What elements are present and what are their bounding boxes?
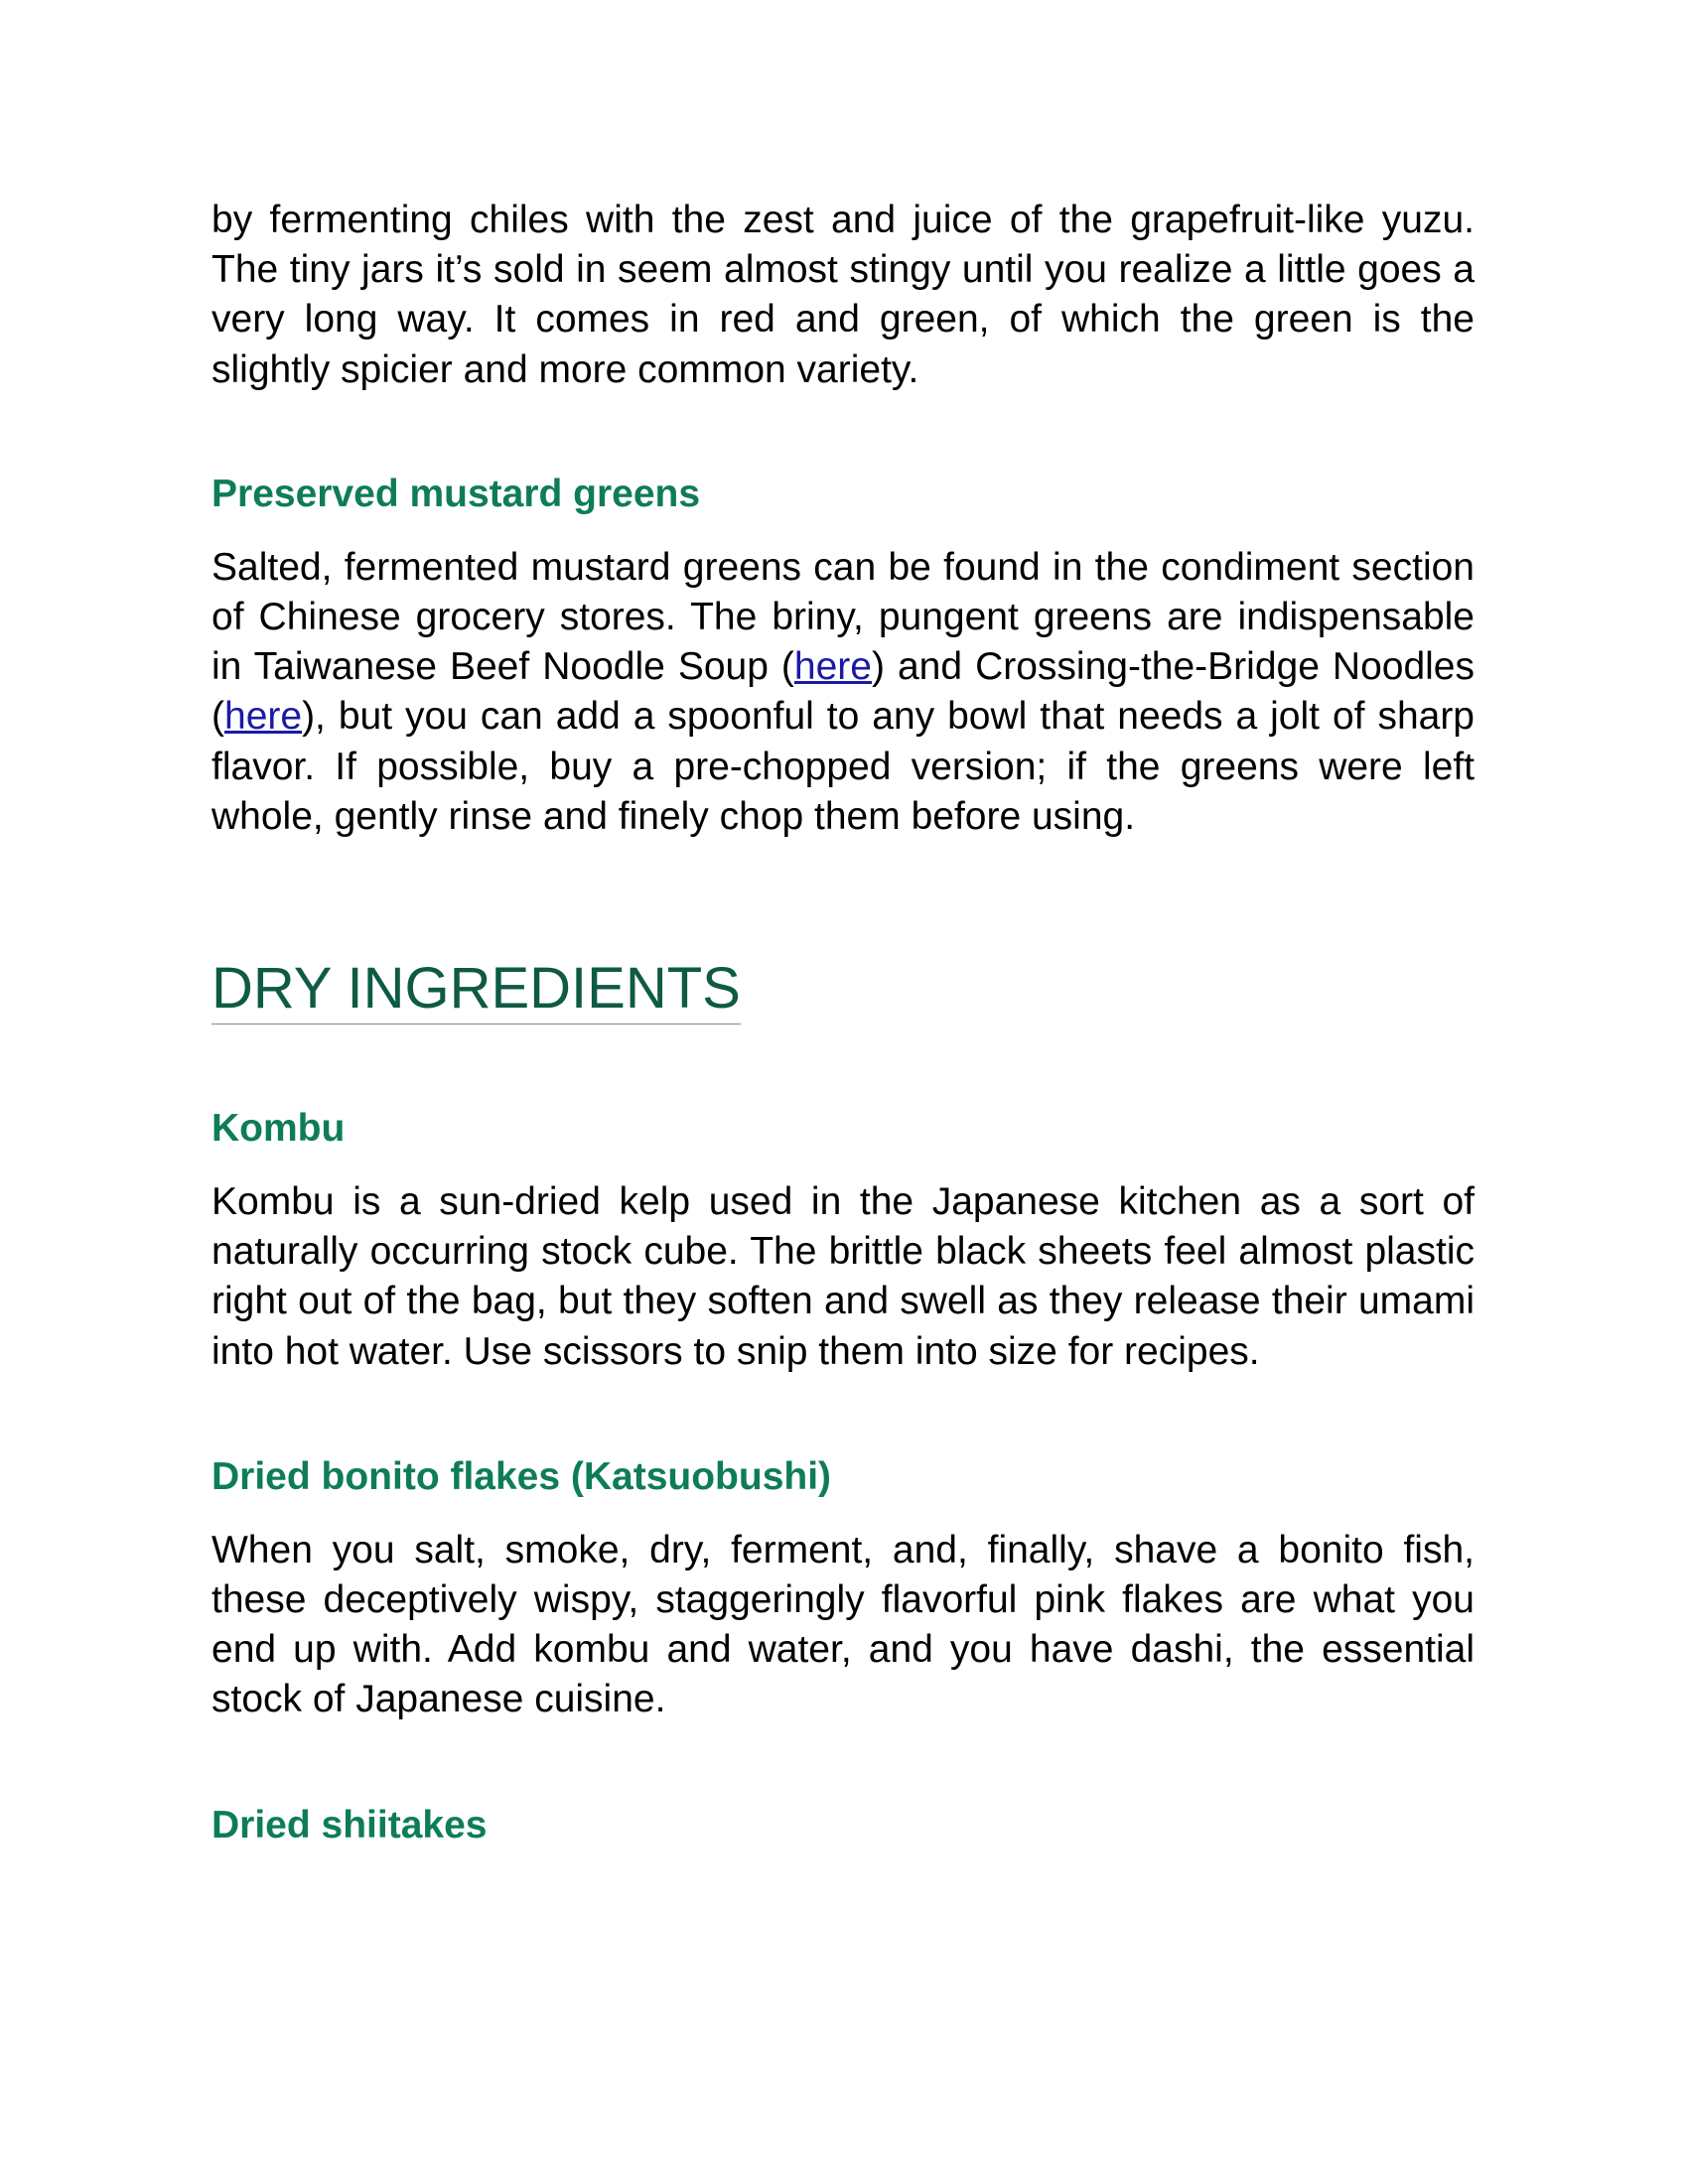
preserved-mustard-greens-paragraph <box>211 543 1475 842</box>
crossing-the-bridge-noodles-link[interactable]: here <box>224 695 303 739</box>
document-page <box>211 196 1475 1850</box>
mustard-text-part-3: ), but you can add a spoonful to any bowl that needs a jolt of sharp flavor. If possible, buy a pre-chopped version; if the greens were left whole, gently rinse and finely chop them before using. <box>211 695 1475 838</box>
dried-shiitakes-heading: Dried shiitakes <box>211 1803 488 1846</box>
kombu-paragraph: Kombu is a sun-dried kelp used in the Japanese kitchen as a sort of naturally occurring stock cube. The brittle black sheets feel almost plastic right out of the bag, but they soften and swell as they release their umami into hot water. Use scissors to snip them into size for recipes. <box>211 1180 1475 1373</box>
dried-bonito-flakes-paragraph: When you salt, smoke, dry, ferment, and, finally, shave a bonito fish, these deceptively wispy, staggeringly flavorful pink flakes are what you end up with. Add kombu and water, and you have dashi, the essential stock of Japanese cuisine. <box>211 1528 1475 1721</box>
preserved-mustard-greens-heading: Preserved mustard greens <box>211 472 701 515</box>
beef-noodle-soup-link[interactable]: here <box>793 645 872 689</box>
intro-paragraph: by fermenting chiles with the zest and juice of the grapefruit-like yuzu. The tiny jars it’s sold in seem almost stingy until you realize a little goes a very long way. It comes in red and green, of which the green is the slightly spicier and more common variety. <box>211 199 1475 391</box>
kombu-heading: Kombu <box>211 1107 346 1151</box>
dry-ingredients-section <box>211 956 1475 1024</box>
mustard-text-part-1: Salted, fermented mustard greens can be found in the condiment section of Chinese grocery stores. The briny, pungent greens are indispensable in Taiwanese Beef Noodle Soup ( <box>211 545 1475 689</box>
mustard-text-part-2: ) and Crossing-the-Bridge Noodles ( <box>211 645 1475 739</box>
dry-ingredients-heading: DRY INGREDIENTS <box>211 956 741 1024</box>
dried-bonito-flakes-heading: Dried bonito flakes (Katsuobushi) <box>211 1454 832 1498</box>
